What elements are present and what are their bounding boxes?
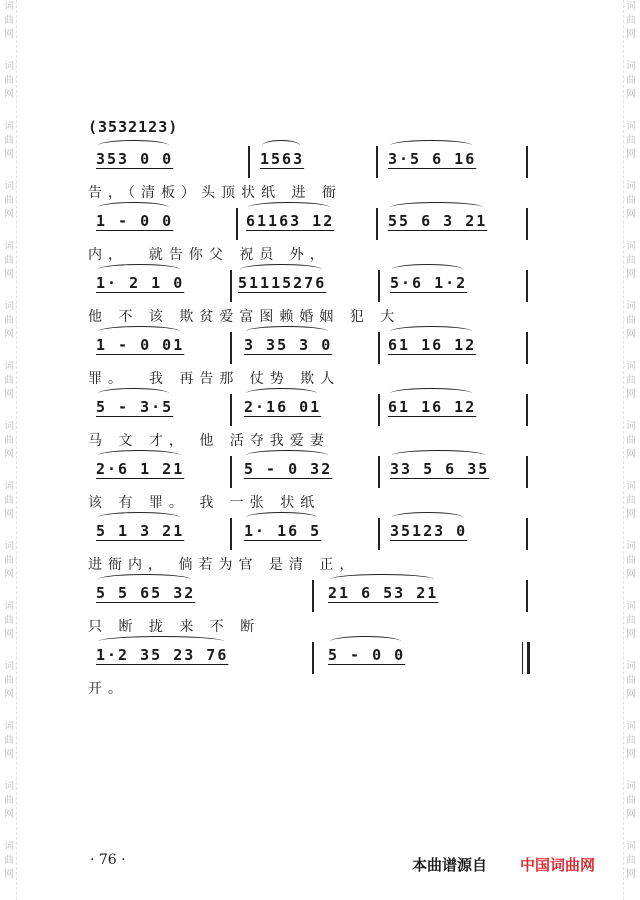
watermark-char: 曲 [626,375,636,386]
watermark-char: 曲 [4,75,14,86]
measure: 5 - 0 0 [328,646,405,672]
notes-row [88,332,540,364]
watermark-group [2,180,16,222]
watermark-char: 词 [626,301,636,312]
watermark-char: 词 [4,541,14,552]
watermark-char: 网 [626,269,636,280]
measure: 5 5 65 32 [96,584,195,610]
watermark-char: 曲 [4,135,14,146]
barline [378,270,380,302]
measure: 2·16 01 [244,398,321,424]
watermark-char: 网 [626,149,636,160]
watermark-char: 曲 [4,495,14,506]
watermark-char: 词 [4,721,14,732]
watermark-group [2,240,16,282]
barline [526,394,528,426]
score-system [88,208,540,268]
watermark-char: 词 [626,541,636,552]
watermark-char: 网 [4,89,14,100]
barline [526,208,528,240]
notes-row [88,580,540,612]
watermark-char: 曲 [4,855,14,866]
score-system [88,642,540,702]
score-system [88,270,540,330]
watermark-group [624,300,638,342]
lyric-line: 进衙内， 倘若为官 是清 正， [88,557,360,573]
watermark-char: 词 [4,841,14,852]
watermark-char: 词 [4,421,14,432]
watermark-char: 词 [626,61,636,72]
barline [378,456,380,488]
watermark-group [624,660,638,702]
measure: 1· 2 1 0 [96,274,184,300]
watermark-char: 词 [626,361,636,372]
lyric-line: 罪。 我 再告那 仗势 欺人 [88,371,341,387]
watermark-char: 曲 [4,435,14,446]
watermark-char: 词 [4,181,14,192]
barline [378,394,380,426]
measure: 3·5 6 16 [388,150,476,176]
watermark-char: 曲 [626,795,636,806]
watermark-char: 网 [4,629,14,640]
notes-row [88,270,540,302]
barline [376,146,378,178]
barline [230,518,232,550]
measure: 3 35 3 0 [244,336,332,362]
lyric-line: 告，（清板）头顶状纸 进 衙 [88,185,342,201]
barline [526,270,528,302]
barline [376,208,378,240]
watermark-group [624,240,638,282]
watermark-group [624,60,638,102]
watermark-char: 词 [626,421,636,432]
barline [230,394,232,426]
watermark-char: 词 [626,1,636,12]
numbered-notation-score [88,118,540,702]
watermark-char: 词 [4,661,14,672]
barline [312,580,314,612]
watermark-char: 网 [4,269,14,280]
watermark-char: 网 [626,209,636,220]
measure: 5 1 3 21 [96,522,184,548]
watermark-char: 网 [4,509,14,520]
notes-row [88,394,540,426]
watermark-char: 曲 [626,195,636,206]
watermark-group [2,600,16,642]
measure: 61 16 12 [388,398,476,424]
watermark-char: 词 [626,241,636,252]
watermark-char: 曲 [4,255,14,266]
final-double-barline [522,642,530,674]
notes-row [88,208,540,240]
lyric-line: 开。 [88,681,128,697]
barline [230,456,232,488]
right-watermark-strip [623,0,638,900]
watermark-char: 网 [4,209,14,220]
notes-row [88,518,540,550]
barline [230,270,232,302]
watermark-char: 曲 [4,675,14,686]
watermark-group [2,120,16,162]
watermark-char: 词 [4,361,14,372]
watermark-char: 网 [626,869,636,880]
watermark-char: 曲 [626,735,636,746]
watermark-char: 网 [4,869,14,880]
measure: 61163 12 [246,212,334,238]
watermark-char: 网 [4,389,14,400]
watermark-char: 网 [626,809,636,820]
watermark-char: 曲 [4,735,14,746]
page-number: · 76 · [90,852,126,868]
watermark-char: 曲 [626,255,636,266]
score-system [88,456,540,516]
score-system [88,394,540,454]
watermark-group [624,840,638,882]
watermark-char: 曲 [4,315,14,326]
barline [230,332,232,364]
watermark-char: 曲 [626,135,636,146]
watermark-char: 曲 [4,555,14,566]
watermark-group [2,300,16,342]
footer-source-label: 本曲谱源自 [412,856,488,874]
barline [526,456,528,488]
watermark-char: 网 [626,329,636,340]
watermark-char: 网 [4,329,14,340]
watermark-char: 词 [626,481,636,492]
watermark-group [624,0,638,42]
watermark-group [2,720,16,762]
watermark-char: 词 [626,841,636,852]
watermark-char: 曲 [626,435,636,446]
watermark-char: 网 [626,29,636,40]
watermark-group [2,540,16,582]
lyric-line: 内， 就告你父 祝员 外， [88,247,330,263]
watermark-group [624,420,638,462]
barline [312,642,314,674]
measure: 51115276 [238,274,326,300]
watermark-group [2,660,16,702]
watermark-char: 网 [4,569,14,580]
watermark-char: 词 [4,481,14,492]
watermark-group [2,0,16,42]
score-system [88,580,540,640]
watermark-char: 曲 [626,675,636,686]
score-system [88,518,540,578]
watermark-char: 词 [626,781,636,792]
measure: 5 - 0 32 [244,460,332,486]
lyric-line: 马 文 才， 他 活夺我爱妻 [88,433,330,449]
watermark-char: 网 [626,749,636,760]
left-watermark-strip [2,0,17,900]
measure: 35123 0 [390,522,467,548]
watermark-char: 词 [4,1,14,12]
measure: 1563 [260,150,304,176]
watermark-group [2,780,16,822]
watermark-char: 曲 [626,555,636,566]
watermark-group [624,600,638,642]
measure: 2·6 1 21 [96,460,184,486]
barline [378,332,380,364]
barline [526,580,528,612]
watermark-char: 网 [4,149,14,160]
lyric-line: 他 不 该 欺贫爱富图赖婚姻 犯 大 [88,309,401,325]
lyric-line: 该 有 罪。 我 一张 状纸 [88,495,321,511]
watermark-char: 曲 [626,15,636,26]
watermark-char: 词 [4,241,14,252]
watermark-char: 网 [626,509,636,520]
measure: 1· 16 5 [244,522,321,548]
watermark-char: 网 [626,449,636,460]
measure: 5·6 1·2 [390,274,467,300]
watermark-group [2,840,16,882]
watermark-char: 曲 [626,315,636,326]
score-system [88,332,540,392]
measure: 61 16 12 [388,336,476,362]
watermark-char: 词 [626,181,636,192]
score-system [88,146,540,206]
watermark-char: 网 [626,689,636,700]
barline [236,208,238,240]
footer-site-name: 中国词曲网 [520,856,596,874]
watermark-group [624,480,638,522]
watermark-char: 网 [4,29,14,40]
watermark-char: 词 [4,301,14,312]
watermark-char: 网 [626,389,636,400]
barline [526,332,528,364]
watermark-char: 词 [4,121,14,132]
watermark-char: 曲 [4,15,14,26]
barline [248,146,250,178]
watermark-char: 词 [4,601,14,612]
watermark-group [624,360,638,402]
watermark-char: 曲 [626,615,636,626]
watermark-char: 曲 [4,615,14,626]
lyric-line: 只 断 拢 来 不 断 [88,619,261,635]
watermark-char: 网 [626,89,636,100]
barline [526,146,528,178]
barline [378,518,380,550]
watermark-char: 网 [4,449,14,460]
measure: 1 - 0 01 [96,336,184,362]
measure: 1 - 0 0 [96,212,173,238]
watermark-char: 词 [626,721,636,732]
watermark-group [624,120,638,162]
measure: 33 5 6 35 [390,460,489,486]
watermark-char: 词 [626,661,636,672]
watermark-group [2,360,16,402]
watermark-group [624,720,638,762]
watermark-group [2,480,16,522]
watermark-char: 网 [4,689,14,700]
notes-row [88,456,540,488]
measure: 1·2 35 23 76 [96,646,228,672]
intro-phrase: (3532123) [88,118,179,136]
watermark-char: 网 [4,749,14,760]
watermark-char: 曲 [626,855,636,866]
measure: 5 - 3·5 [96,398,173,424]
watermark-char: 曲 [4,795,14,806]
watermark-group [624,540,638,582]
watermark-group [624,780,638,822]
watermark-char: 曲 [4,375,14,386]
measure: 21 6 53 21 [328,584,438,610]
barline [526,518,528,550]
watermark-char: 网 [626,569,636,580]
watermark-char: 曲 [626,75,636,86]
watermark-group [2,420,16,462]
watermark-char: 词 [4,781,14,792]
measure: 353 0 0 [96,150,173,176]
notes-row [88,146,540,178]
watermark-char: 词 [626,601,636,612]
watermark-char: 词 [4,61,14,72]
watermark-char: 曲 [4,195,14,206]
notes-row [88,642,540,674]
watermark-char: 网 [4,809,14,820]
watermark-group [624,180,638,222]
watermark-char: 词 [626,121,636,132]
measure: 55 6 3 21 [388,212,487,238]
watermark-char: 网 [626,629,636,640]
watermark-group [2,60,16,102]
watermark-char: 曲 [626,495,636,506]
